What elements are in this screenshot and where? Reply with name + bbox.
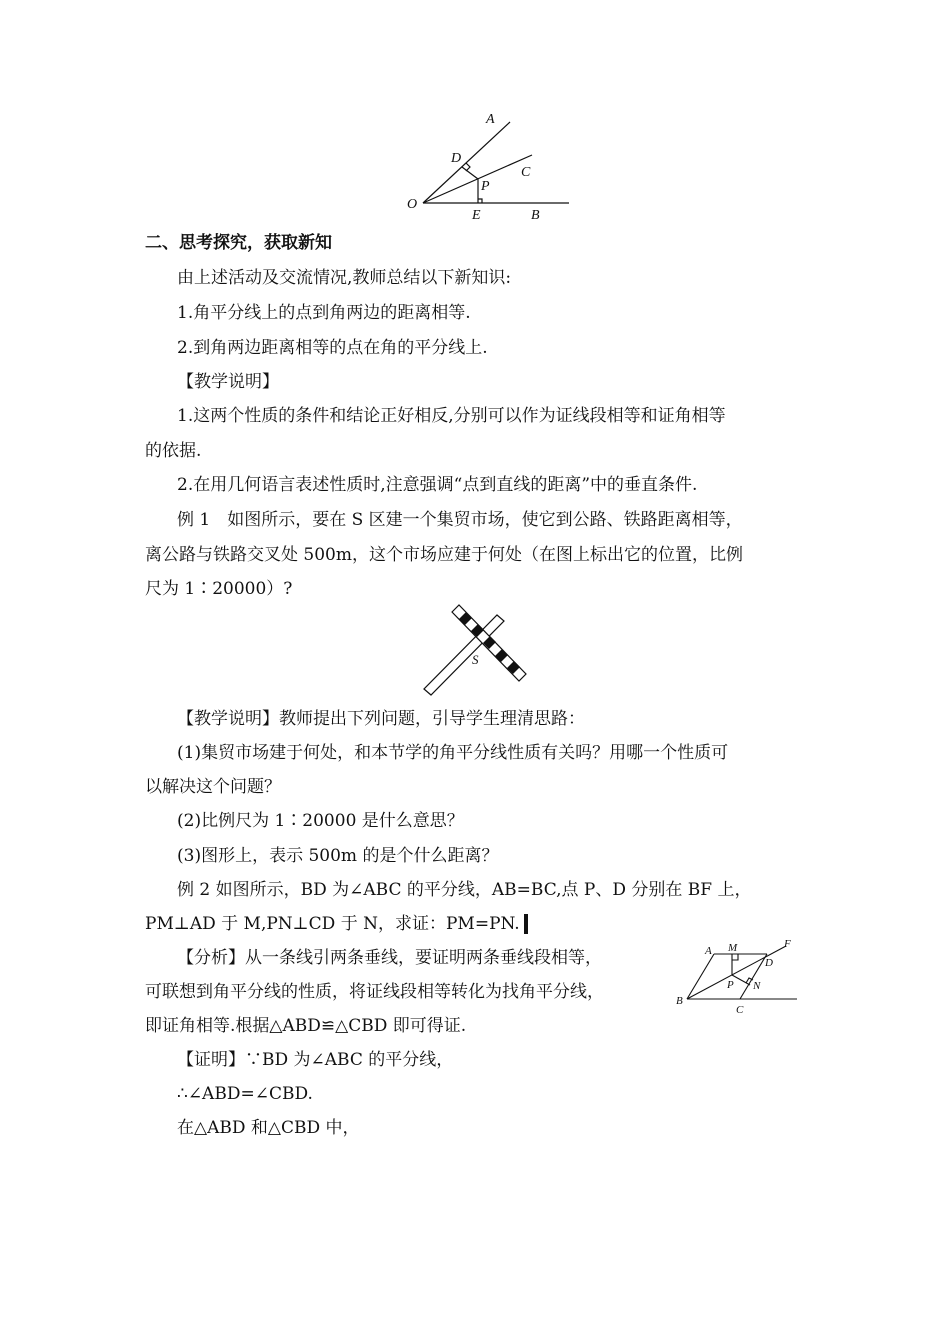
example-2-line-1: 例 2 如图所示，BD 为∠ABC 的平分线，AB=BC,点 P、D 分别在 BF 上，	[177, 880, 752, 900]
example-1-line-2: 离公路与铁路交叉处 500m，这个市场应建于何处（在图上标出它的位置，比例	[145, 545, 743, 565]
label-N: N	[753, 980, 761, 992]
cursor-mark	[524, 914, 528, 934]
question-1-line-1: (1)集贸市场建于何处，和本节学的角平分线性质有关吗？用哪一个性质可	[177, 743, 729, 763]
right-angle-mark-M	[732, 954, 738, 960]
question-1-line-2: 以解决这个问题？	[145, 777, 281, 797]
analysis-line-2: 可联想到角平分线的性质，将证线段相等转化为找角平分线，	[145, 982, 604, 1002]
label-C: C	[521, 165, 531, 180]
example-1-line-3: 尺为 1∶20000）?	[145, 579, 293, 599]
knowledge-2: 2.到角两边距离相等的点在角的平分线上.	[177, 338, 488, 358]
angle-bisector-figure	[395, 108, 575, 223]
label-B: B	[531, 208, 540, 223]
question-3: (3)图形上，表示 500m 的是个什么距离？	[177, 846, 499, 866]
label-D: D	[451, 151, 462, 166]
right-angle-mark-D	[466, 163, 470, 171]
ray-OA	[423, 122, 510, 203]
label-O: O	[407, 197, 418, 212]
note-1-line-1: 1.这两个性质的条件和结论正好相反,分别可以作为证线段相等和证角相等	[177, 406, 726, 426]
proof-line-2: ∴∠ABD=∠CBD.	[177, 1084, 313, 1104]
label-C: C	[736, 1004, 744, 1016]
label-P: P	[481, 179, 490, 194]
label-F: F	[784, 938, 791, 950]
analysis-line-3: 即证角相等.根据△ABD≌△CBD 即可得证.	[145, 1016, 467, 1036]
label-E: E	[472, 208, 481, 223]
note-1-line-2: 的依据.	[145, 441, 202, 461]
teaching-note-title: 【教学说明】	[177, 372, 279, 392]
question-2: (2)比例尺为 1∶20000 是什么意思？	[177, 811, 464, 831]
segment-PD	[462, 167, 478, 179]
proof-line-1: 【证明】∵BD 为∠ABC 的平分线，	[177, 1050, 454, 1070]
label-D: D	[765, 957, 773, 969]
railway-stripes	[459, 612, 520, 674]
label-M: M	[728, 942, 738, 954]
teaching-intro: 【教学说明】教师提出下列问题，引导学生理清思路：	[177, 709, 585, 729]
note-2: 2.在用几何语言表述性质时,注意强调“点到直线的距离”中的垂直条件.	[177, 475, 698, 495]
label-A: A	[486, 112, 495, 127]
label-B: B	[676, 995, 683, 1007]
label-P: P	[727, 979, 734, 991]
section-heading: 二、思考探究，获取新知	[145, 233, 332, 253]
proof-line-3: 在△ABD 和△CBD 中，	[177, 1118, 360, 1138]
segment-DC	[740, 954, 767, 999]
intro-paragraph: 由上述活动及交流情况,教师总结以下新知识:	[177, 268, 512, 288]
analysis-line-1: 【分析】从一条线引两条垂线，要证明两条垂线段相等，	[177, 948, 602, 968]
road	[424, 615, 504, 695]
right-angle-mark-E	[478, 199, 482, 203]
example-2-line-2: PM⊥AD 于 M,PN⊥CD 于 N，求证：PM=PN.	[145, 914, 520, 934]
knowledge-1: 1.角平分线上的点到角两边的距离相等.	[177, 303, 471, 323]
example-1-line-1: 例 1 如图所示，要在 S 区建一个集贸市场，使它到公路、铁路距离相等，	[177, 510, 743, 530]
bisector-proof-figure	[672, 936, 802, 1020]
label-A: A	[705, 945, 712, 957]
road-railway-figure	[415, 602, 535, 700]
label-S: S	[472, 652, 479, 667]
